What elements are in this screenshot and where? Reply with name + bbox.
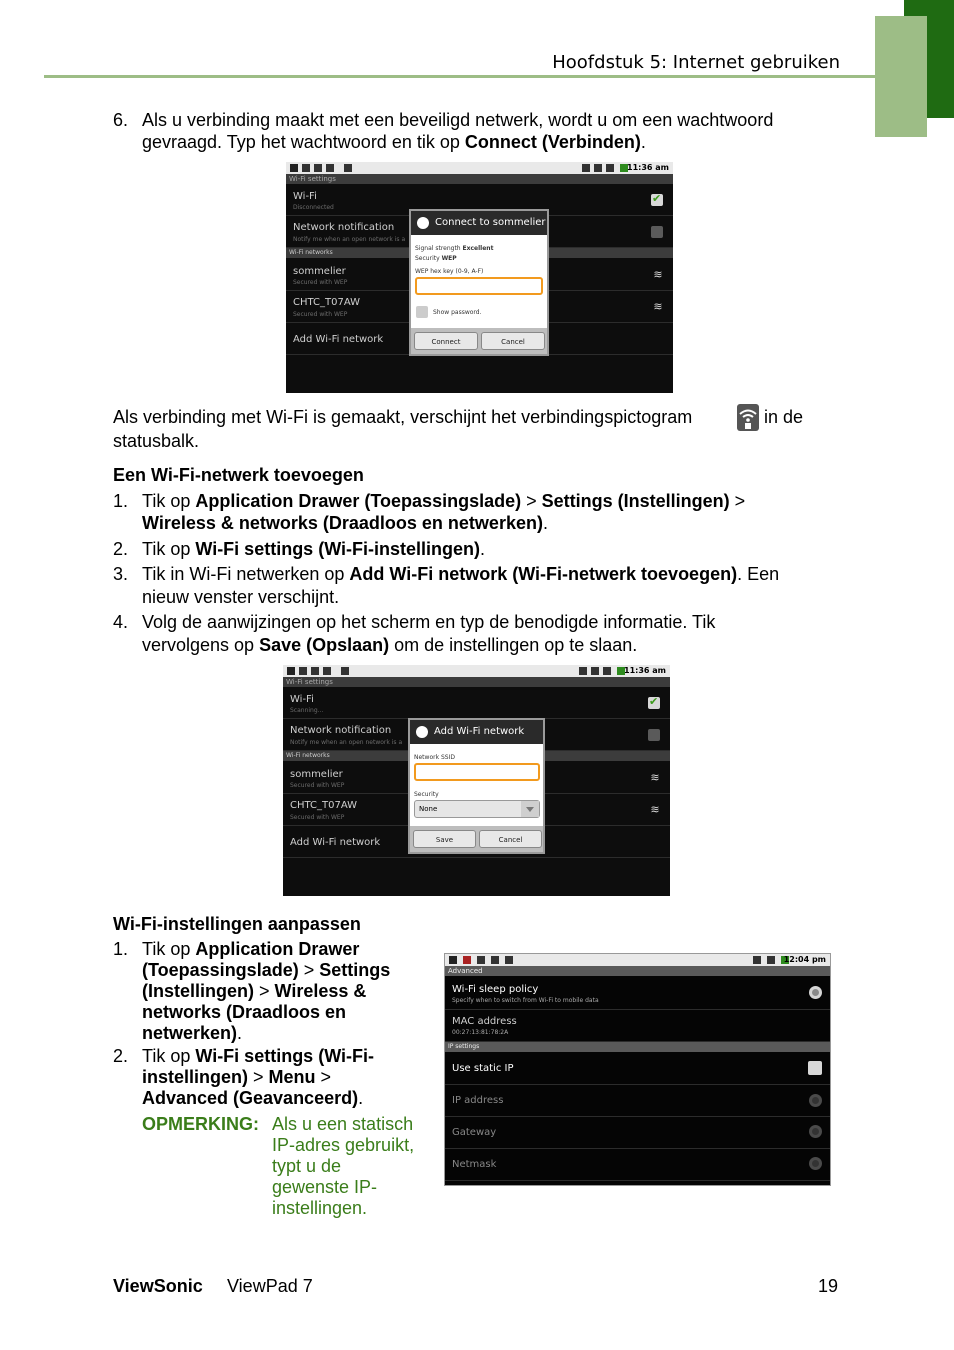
note-text: Als u een statisch IP-adres gebruikt, typt u de gewenste IP- instellingen.	[272, 1114, 415, 1218]
step-number: 3.	[113, 564, 129, 584]
connected-text-line1-end: in de	[764, 407, 804, 427]
row-title: Add Wi-Fi network	[290, 837, 381, 848]
wifi-toggle-row[interactable]	[283, 687, 670, 719]
notification-checkbox[interactable]	[648, 729, 660, 741]
signal-icon	[603, 667, 611, 675]
mail-icon	[463, 956, 471, 964]
header-rule	[44, 75, 876, 78]
row-title: sommelier	[293, 266, 346, 277]
alert-icon	[323, 667, 331, 675]
security-text: Security WEP	[415, 255, 457, 262]
header-tab-light	[875, 16, 927, 137]
static-ip-checkbox[interactable]	[808, 1061, 822, 1075]
cancel-button[interactable]: Cancel	[479, 830, 542, 848]
wifi-lock-icon: ≋	[653, 300, 663, 313]
warning-icon	[449, 956, 457, 964]
row-subtitle: Secured with WEP	[290, 782, 345, 789]
row-title: CHTC_T07AW	[293, 297, 361, 308]
row-subtitle: Secured with WEP	[293, 311, 348, 318]
section-header: Wi-Fi networks	[286, 248, 673, 258]
add-step1-line2: Wireless & networks (Draadloos en netwerken).	[142, 513, 548, 533]
add-step4-line2: vervolgens op Save (Opslaan) om de instellingen op te slaan.	[142, 635, 638, 655]
cancel-button[interactable]: Cancel	[481, 332, 545, 350]
dialog-button-bar	[411, 328, 547, 354]
chevron-down-icon	[521, 801, 539, 817]
warning-icon	[344, 164, 352, 172]
step-number: 1.	[113, 939, 129, 959]
wifi-checkbox[interactable]	[651, 194, 663, 206]
screen-title: Wi-Fi settings	[283, 677, 670, 687]
row-title: Netmask	[452, 1159, 497, 1170]
message-icon	[299, 667, 307, 675]
clock: 11:36 am	[624, 666, 666, 675]
gateway-radio[interactable]	[809, 1125, 822, 1138]
screen-title: Wi-Fi settings	[286, 174, 673, 184]
warning-icon	[491, 956, 499, 964]
notification-checkbox[interactable]	[651, 226, 663, 238]
add-step4-line1: Volg de aanwijzingen op het scherm en typ de benodigde informatie. Tik	[142, 612, 716, 632]
dialog-title: Add Wi-Fi network	[410, 720, 543, 744]
connect-dialog	[409, 209, 549, 356]
signal-icon	[606, 164, 614, 172]
screen-title: Advanced	[445, 966, 830, 976]
row-title: Wi-Fi	[293, 191, 317, 202]
wep-key-label: WEP hex key (0-9, A-F)	[415, 268, 484, 275]
note-label: OPMERKING:	[142, 1114, 259, 1134]
step6-line2: gevraagd. Typ het wachtwoord en tik op Connect (Verbinden).	[142, 132, 646, 152]
mac-address-value: 00:27:13:81:78:2A	[452, 1029, 509, 1036]
show-password-checkbox[interactable]	[416, 306, 428, 318]
footer-model: ViewPad 7	[227, 1276, 313, 1296]
section-heading-add-network: Een Wi-Fi-netwerk toevoegen	[113, 465, 364, 485]
row-subtitle: Scanning...	[290, 707, 324, 714]
adjust-step1: Tik op Application Drawer (Toepassingslade) > Settings (Instellingen) > Wireless & networks (Draadloos en netwerken).	[142, 939, 391, 1043]
add-step3-line2: nieuw venster verschijnt.	[142, 587, 340, 607]
bluetooth-icon	[582, 164, 590, 172]
message-icon	[477, 956, 485, 964]
row-title: CHTC_T07AW	[290, 800, 358, 811]
row-subtitle: Secured with WEP	[290, 814, 345, 821]
row-subtitle: Notify me when an open network is a	[293, 236, 406, 243]
ip-address-row[interactable]	[445, 1085, 830, 1117]
add-step3-line1: Tik in Wi-Fi netwerken op Add Wi-Fi network (Wi-Fi-netwerk toevoegen). Een	[142, 564, 780, 584]
clock: 11:36 am	[627, 163, 669, 172]
screenshot-connect-dialog	[286, 162, 673, 393]
step-number: 1.	[113, 491, 129, 511]
step-number: 4.	[113, 612, 129, 632]
row-subtitle: Secured with WEP	[293, 279, 348, 286]
add-step1-line1: Tik op Application Drawer (Toepassingslade) > Settings (Instellingen) >	[142, 491, 746, 511]
wifi-status-icon	[594, 164, 602, 172]
usb-icon	[505, 956, 513, 964]
wifi-lock-icon: ≋	[653, 268, 663, 281]
netmask-row[interactable]	[445, 1149, 830, 1181]
row-title: MAC address	[452, 1016, 517, 1027]
step-number: 2.	[113, 1046, 129, 1066]
security-select[interactable]: None	[414, 800, 540, 818]
wifi-lock-icon: ≋	[650, 771, 660, 784]
status-bar	[283, 665, 670, 677]
save-button[interactable]: Save	[413, 830, 476, 848]
row-subtitle: Disconnected	[293, 204, 334, 211]
row-title: IP address	[452, 1095, 504, 1106]
section-heading-adjust-settings: Wi-Fi-instellingen aanpassen	[113, 914, 361, 934]
message-icon	[302, 164, 310, 172]
row-subtitle: Specify when to switch from Wi-Fi to mobile data	[452, 997, 599, 1004]
ssid-label: Network SSID	[414, 754, 455, 761]
signal-strength-text: Signal strength Excellent	[415, 245, 494, 252]
warning-icon	[341, 667, 349, 675]
wifi-dialog-icon	[417, 217, 429, 229]
gateway-row[interactable]	[445, 1117, 830, 1149]
warning-icon	[287, 667, 295, 675]
status-bar	[445, 954, 830, 966]
alert-icon	[326, 164, 334, 172]
show-password-label: Show password.	[433, 309, 482, 316]
dialog-button-bar	[410, 826, 543, 852]
security-label: Security	[414, 791, 439, 798]
row-title: Network notification	[293, 222, 395, 233]
step-number: 2.	[113, 539, 129, 559]
row-title: Wi-Fi	[290, 694, 314, 705]
wifi-checkbox[interactable]	[648, 697, 660, 709]
mac-address-row	[445, 1010, 830, 1042]
warning-icon	[290, 164, 298, 172]
signal-icon	[767, 956, 775, 964]
row-title: Wi-Fi sleep policy	[452, 984, 539, 995]
dialog-title: Connect to sommelier	[411, 211, 547, 235]
connected-text-line1: Als verbinding met Wi-Fi is gemaakt, verschijnt het verbindingspictogram	[113, 407, 693, 427]
row-title: sommelier	[290, 769, 343, 780]
sleep-policy-row[interactable]	[445, 977, 830, 1010]
screenshot-advanced-settings	[444, 953, 831, 1186]
clock: 12:04 pm	[783, 955, 826, 964]
status-bar	[286, 162, 673, 174]
page-number: 19	[818, 1276, 839, 1296]
chapter-title: Hoofdstuk 5: Internet gebruiken	[552, 52, 840, 73]
section-header: IP settings	[445, 1042, 830, 1052]
screenshot-add-network-dialog	[283, 665, 670, 896]
row-title: Add Wi-Fi network	[293, 334, 384, 345]
add-step2: Tik op Wi-Fi settings (Wi-Fi-instellingen).	[142, 539, 486, 559]
usb-icon	[311, 667, 319, 675]
wifi-connected-icon	[737, 404, 759, 431]
password-input[interactable]	[415, 277, 543, 295]
row-title: Gateway	[452, 1127, 497, 1138]
wifi-status-icon	[591, 667, 599, 675]
netmask-radio[interactable]	[809, 1157, 822, 1170]
static-ip-row[interactable]	[445, 1053, 830, 1085]
connected-text-line2: statusbalk.	[113, 431, 200, 451]
step-number: 6.	[113, 110, 129, 130]
adjust-step2: Tik op Wi-Fi settings (Wi-Fi- instellingen) > Menu > Advanced (Geavanceerd).	[142, 1046, 375, 1108]
row-title: Use static IP	[452, 1063, 514, 1074]
sleep-policy-radio[interactable]	[809, 986, 822, 999]
add-network-dialog	[408, 718, 545, 854]
step6-line1: Als u verbinding maakt met een beveiligd netwerk, wordt u om een wachtwoord	[142, 110, 774, 130]
footer-brand: ViewSonic	[113, 1276, 203, 1296]
ip-address-radio[interactable]	[809, 1094, 822, 1107]
bluetooth-icon	[579, 667, 587, 675]
ssid-input[interactable]	[414, 763, 540, 781]
row-subtitle: Notify me when an open network is a	[290, 739, 403, 746]
wifi-lock-icon: ≋	[650, 803, 660, 816]
connect-button[interactable]: Connect	[414, 332, 478, 350]
section-header: Wi-Fi networks	[283, 751, 670, 761]
row-title: Network notification	[290, 725, 392, 736]
usb-icon	[314, 164, 322, 172]
wifi-dialog-icon	[416, 726, 428, 738]
vibrate-icon	[753, 956, 761, 964]
